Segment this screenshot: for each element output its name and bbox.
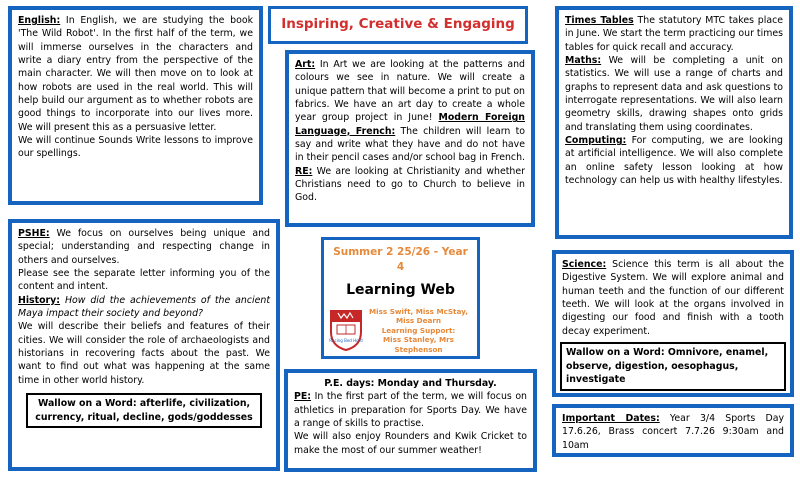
science-heading: Science:	[562, 259, 607, 270]
learning-web-title: Learning Web	[346, 281, 455, 298]
maths-panel	[555, 6, 793, 239]
pe-paragraph	[294, 390, 527, 430]
history-paragraph	[18, 294, 270, 321]
computing-paragraph	[565, 134, 783, 187]
science-paragraph	[562, 258, 784, 338]
pshe-paragraph	[18, 227, 270, 267]
times-tables-paragraph	[565, 14, 783, 54]
pshe-text: We focus on ourselves being unique and special; understanding and respecting change in others and ourselves.	[18, 228, 270, 266]
science-wallow-word: Wallow on a Word: Omnivore, enamel, observe, digestion, oesophagus, investigate	[560, 342, 786, 391]
pshe-letter-text: Please see the separate letter informing you of the content and intent.	[18, 268, 270, 293]
computing-heading: Computing:	[565, 135, 627, 147]
pe-text: In the first part of the term, we will focus on athletics in preparation for Sports Day. We have a range of skills to practise.	[294, 391, 527, 430]
re-heading: RE:	[295, 165, 313, 177]
dates-heading: Important Dates:	[562, 413, 660, 424]
teacher-names: Miss Swift, Miss McStay, Miss Dearn	[369, 306, 468, 326]
history-text: We will describe their beliefs and features of their cities. We will consider the role of archaeologists and historians in recovering facts about the past. We want to find out what was happening at the same time in other world history.	[18, 321, 270, 386]
history-question: How did the achievements of the ancient Maya impact their society and beyond?	[18, 294, 270, 320]
pe-panel	[284, 369, 537, 472]
pe-days: P.E. days: Monday and Thursday.	[324, 378, 497, 389]
important-dates-panel	[552, 404, 794, 457]
maths-paragraph	[565, 54, 783, 134]
english-heading: English:	[18, 15, 61, 26]
history-heading: History:	[18, 294, 61, 306]
pshe-panel	[8, 219, 280, 471]
school-crest-icon	[328, 308, 364, 352]
science-panel	[552, 250, 794, 397]
science-text: Science this term is all about the Digestive System. We will explore animal and human teeth and the function of our different teeth. We will look at the organs involved in digesting our food and finish with a tooth decay experiment.	[562, 259, 784, 337]
art-panel	[285, 50, 535, 227]
page-title: Inspiring, Creative & Engaging	[268, 6, 528, 44]
dates-text: Year 3/4 Sports Day 17.6.26, Brass concert 7.7.26 9:30am and 10am	[562, 413, 784, 451]
english-spelling-text: We will continue Sounds Write lessons to improve our spellings.	[18, 135, 253, 160]
english-paragraph	[18, 14, 253, 134]
english-text: In English, we are studying the book 'The Wild Robot'. In the first half of the term, we will immerse ourselves in the characters and write a diary entry from the perspective of the main character. We will then move on to look at how robots are used in the real world. This will help build our argument as to whether robots are good things to incorporate into our lives more. We will present this as a persuasive letter.	[18, 15, 253, 133]
support-label: Learning Support:	[381, 325, 456, 335]
art-paragraph	[295, 58, 525, 205]
english-panel	[8, 6, 263, 205]
pshe-heading: PSHE:	[18, 228, 50, 239]
teacher-list	[364, 307, 473, 355]
learning-web-panel	[321, 237, 480, 359]
re-text: We are looking at Christianity and whether Christians need to go to Church to believe in God.	[295, 165, 525, 204]
crest-text: Racing Bed Hord	[329, 338, 363, 344]
times-tables-heading: Times Tables	[565, 15, 634, 26]
term-label: Summer 2 25/26 - Year 4	[333, 246, 468, 273]
pe-summer-text: We will also enjoy Rounders and Kwik Cricket to make the most of our summer weather!	[294, 431, 527, 456]
history-wallow-word: Wallow on a Word: afterlife, civilization, currency, ritual, decline, gods/goddesses	[26, 393, 262, 428]
mfl-heading: Modern Foreign Language, French:	[295, 112, 525, 137]
dates-paragraph	[562, 412, 784, 452]
pe-heading: PE:	[294, 391, 312, 403]
mfl-text: The children will learn to say and write what they have and do not have in their pencil cases and/or school bag in French.	[295, 125, 525, 164]
times-tables-text: The statutory MTC takes place in June. We start the term practicing our times tables for quick recall and accuracy.	[565, 15, 783, 53]
computing-text: For computing, we are looking at artificial intelligence. We will also complete an online safety lesson looking at how technology can help us with healthy lifestyles.	[565, 135, 783, 187]
maths-text: We will be completing a unit on statistics. We will use a range of charts and graphs to represent data and ask questions to interrogate representations. We will also learn geometry skills, drawing shapes onto grids and translating them using coordinates.	[565, 55, 783, 133]
art-heading: Art:	[295, 59, 316, 70]
maths-heading: Maths:	[565, 55, 602, 67]
art-text: In Art we are looking at the patterns and colours we see in nature. We will create a unique pattern that will become a print to put on fabrics. We have an art day to create a whole year group project in June!	[295, 59, 525, 124]
support-staff: Miss Stanley, Mrs Stephenson	[383, 335, 454, 354]
